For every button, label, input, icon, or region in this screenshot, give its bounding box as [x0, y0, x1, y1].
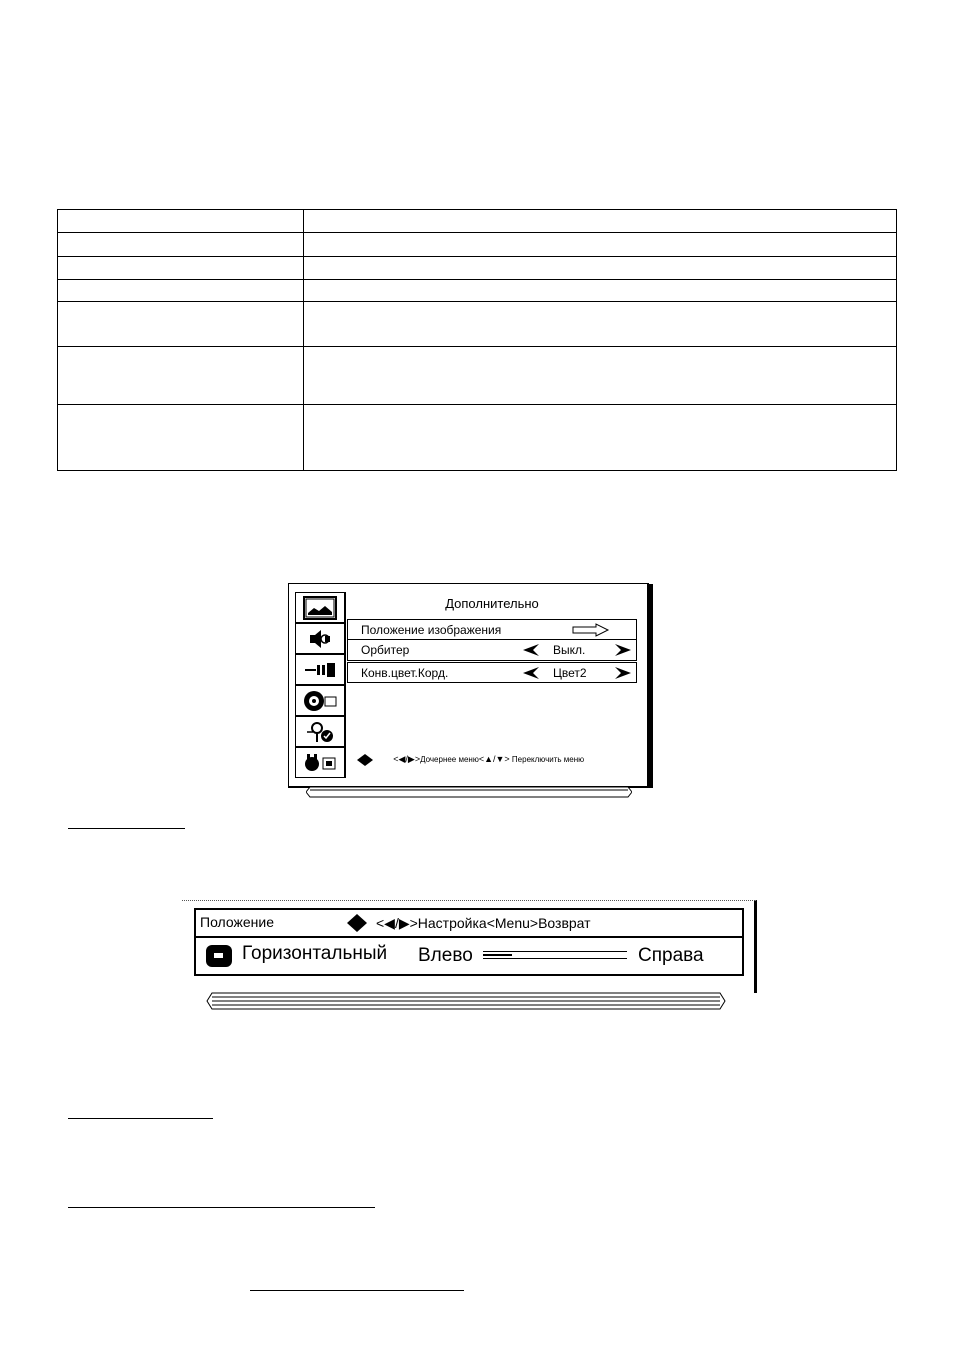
3d-icon — [303, 753, 337, 773]
heading-underline — [68, 1118, 213, 1119]
osd-right-label: Справа — [638, 945, 704, 966]
table-row — [58, 280, 897, 302]
horizontal-position-icon — [206, 945, 232, 967]
lock-icon — [305, 720, 335, 744]
channel-icon — [304, 662, 336, 678]
sidebar-item-picture[interactable] — [296, 593, 344, 624]
table-row — [58, 347, 897, 405]
remote-dpad-icon — [346, 913, 368, 933]
sidebar-item-sound[interactable] — [296, 624, 344, 655]
horizontal-position-slider[interactable] — [483, 951, 627, 959]
menu-row-value: Выкл. — [553, 643, 586, 657]
sidebar-item-lock[interactable] — [296, 717, 344, 748]
menu-row-label: Орбитер — [361, 643, 410, 657]
osd-left-label: Влево — [418, 945, 473, 966]
heading-underline — [68, 828, 185, 829]
table-row — [58, 233, 897, 257]
menu-sidebar — [295, 592, 346, 778]
arrow-left-icon[interactable] — [522, 643, 540, 657]
osd-setting-row[interactable] — [194, 938, 744, 976]
picture-icon — [303, 596, 337, 620]
sidebar-item-channel[interactable] — [296, 655, 344, 686]
sidebar-item-function[interactable] — [296, 686, 344, 717]
arrow-right-icon[interactable] — [614, 666, 632, 680]
osd-header — [194, 908, 744, 938]
sidebar-item-3d[interactable] — [296, 748, 344, 778]
slider-fill — [483, 954, 512, 956]
tv-stand — [306, 786, 632, 798]
menu-row-label: Конв.цвет.Корд. — [361, 666, 449, 680]
heading-underline — [68, 1207, 375, 1208]
function-icon — [303, 689, 337, 713]
advanced-menu-screenshot — [288, 583, 654, 803]
menu-row-picture-position[interactable] — [347, 619, 637, 640]
tv-stand — [206, 992, 726, 1010]
osd-title: Положение — [200, 914, 274, 930]
enter-arrow-icon[interactable] — [572, 623, 610, 637]
menu-row-value: Цвет2 — [553, 666, 587, 680]
help-keys-submenu: <◀/▶> — [393, 754, 421, 765]
table-row — [58, 302, 897, 347]
menu-title: Дополнительно — [445, 596, 539, 611]
arrow-left-icon[interactable] — [522, 666, 540, 680]
table-row — [58, 405, 897, 471]
spec-table — [57, 209, 897, 471]
table-row — [58, 210, 897, 233]
arrow-right-icon[interactable] — [614, 643, 632, 657]
remote-dpad-icon — [357, 754, 373, 766]
osd-hint: <◀/▶>Настройка<Menu>Возврат — [376, 915, 591, 931]
heading-underline — [250, 1290, 464, 1291]
menu-row-orbiter[interactable] — [347, 640, 637, 661]
sound-icon — [307, 628, 333, 650]
help-text-submenu: Дочернее меню — [420, 755, 479, 765]
menu-row-label: Положение изображения — [361, 623, 502, 637]
tv-screen-frame — [288, 583, 649, 788]
help-keys-switch: <▲/▼> — [478, 754, 510, 765]
menu-row-color-conversion[interactable] — [347, 662, 637, 683]
menu-help-bar — [357, 754, 584, 766]
position-osd-screenshot — [182, 896, 754, 1016]
table-row — [58, 257, 897, 280]
help-text-switch: Переключить меню — [511, 755, 585, 765]
osd-setting-label: Горизонтальный — [242, 943, 388, 964]
